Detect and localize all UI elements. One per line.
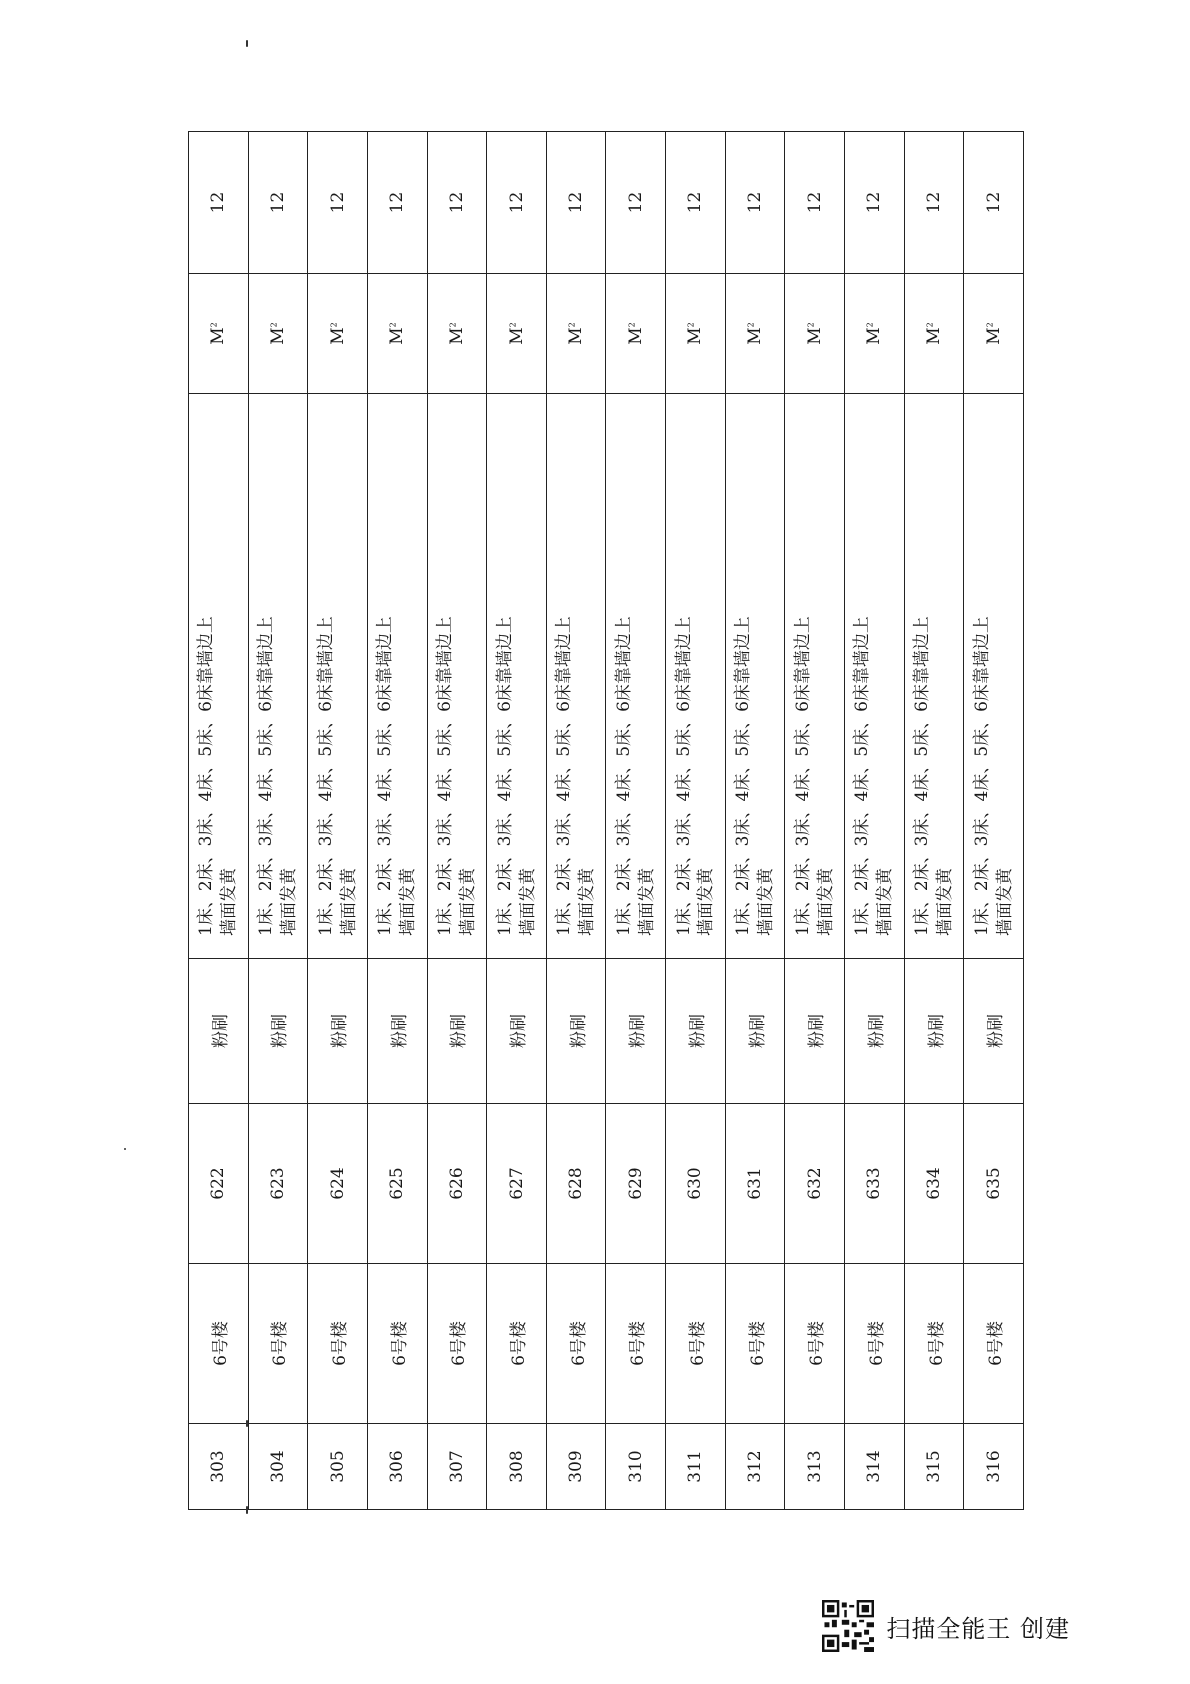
seq-cell: 304	[248, 1424, 308, 1510]
location-text: 1床、2床、3床、4床、5床、6床靠墙边上	[375, 616, 396, 936]
work-cell: 粉刷	[248, 959, 308, 1104]
work-cell: 粉刷	[546, 959, 606, 1104]
work-cell: 粉刷	[845, 959, 905, 1104]
location-cell	[546, 394, 606, 959]
condition-text: 墙面发黄	[577, 868, 598, 936]
location-cell	[367, 394, 427, 959]
condition-text: 墙面发黄	[398, 868, 419, 936]
scan-speck	[246, 40, 248, 47]
unit-cell: $M^2$	[248, 274, 308, 394]
qty-cell: 12	[308, 132, 368, 274]
unit-text: M	[924, 327, 944, 345]
unit-text: M	[685, 327, 706, 345]
work-cell: 粉刷	[487, 959, 547, 1104]
unit-text: M	[864, 327, 885, 345]
unit-text: M	[446, 327, 467, 345]
seq-cell: 315	[904, 1424, 964, 1510]
location-cell	[487, 394, 547, 959]
seq-cell: 309	[546, 1424, 606, 1510]
location-text: 1床、2床、3床、4床、5床、6床靠墙边上	[912, 616, 933, 936]
rotated-table-sheet	[188, 132, 1024, 1510]
repair-table	[188, 131, 1024, 1510]
work-cell: 粉刷	[904, 959, 964, 1104]
unit-text: M	[208, 327, 229, 345]
location-text: 1床、2床、3床、4床、5床、6床靠墙边上	[315, 616, 336, 936]
condition-text: 墙面发黄	[457, 868, 478, 936]
table-row	[964, 132, 1024, 1510]
work-cell: 粉刷	[606, 959, 666, 1104]
location-text: 1床、2床、3床、4床、5床、6床靠墙边上	[613, 616, 634, 936]
unit-cell: $M^2$	[427, 274, 487, 394]
table-row	[606, 132, 666, 1510]
table-row	[248, 132, 308, 1510]
building-cell: 6号楼	[546, 1264, 606, 1424]
table-row	[308, 132, 368, 1510]
location-text: 1床、2床、3床、4床、5床、6床靠墙边上	[494, 616, 515, 936]
qty-cell: 12	[666, 132, 726, 274]
condition-text: 墙面发黄	[219, 868, 240, 936]
unit-cell: $M^2$	[904, 274, 964, 394]
room-cell: 622	[189, 1104, 249, 1264]
building-cell: 6号楼	[964, 1264, 1024, 1424]
room-cell: 627	[487, 1104, 547, 1264]
location-cell	[189, 394, 249, 959]
scan-speck	[246, 1506, 248, 1514]
table-row	[666, 132, 726, 1510]
unit-cell: $M^2$	[189, 274, 249, 394]
seq-cell: 313	[785, 1424, 845, 1510]
building-cell: 6号楼	[666, 1264, 726, 1424]
condition-text: 墙面发黄	[278, 868, 299, 936]
building-cell: 6号楼	[487, 1264, 547, 1424]
building-cell: 6号楼	[845, 1264, 905, 1424]
condition-text: 墙面发黄	[696, 868, 717, 936]
table-row	[785, 132, 845, 1510]
seq-cell: 307	[427, 1424, 487, 1510]
table-row	[546, 132, 606, 1510]
location-text: 1床、2床、3床、4床、5床、6床靠墙边上	[256, 616, 277, 936]
seq-cell: 316	[964, 1424, 1024, 1510]
table-body	[189, 132, 1024, 1510]
unit-text: M	[566, 327, 587, 345]
scanner-watermark	[822, 1600, 1070, 1652]
seq-cell: 314	[845, 1424, 905, 1510]
qty-cell: 12	[904, 132, 964, 274]
work-cell: 粉刷	[427, 959, 487, 1104]
unit-text: M	[387, 327, 408, 345]
location-cell	[248, 394, 308, 959]
condition-text: 墙面发黄	[935, 868, 955, 936]
room-cell: 635	[964, 1104, 1024, 1264]
location-text: 1床、2床、3床、4床、5床、6床靠墙边上	[196, 616, 217, 936]
work-cell: 粉刷	[367, 959, 427, 1104]
room-cell: 632	[785, 1104, 845, 1264]
qty-cell: 12	[487, 132, 547, 274]
condition-text: 墙面发黄	[517, 868, 538, 936]
building-cell: 6号楼	[248, 1264, 308, 1424]
table-row	[189, 132, 249, 1510]
qty-cell: 12	[367, 132, 427, 274]
qty-cell: 12	[427, 132, 487, 274]
unit-text: M	[745, 327, 766, 345]
table-row	[427, 132, 487, 1510]
work-cell: 粉刷	[666, 959, 726, 1104]
qr-code-icon	[822, 1600, 874, 1652]
scan-speck	[124, 1148, 126, 1150]
location-text: 1床、2床、3床、4床、5床、6床靠墙边上	[733, 616, 754, 936]
unit-cell: $M^2$	[725, 274, 785, 394]
location-text: 1床、2床、3床、4床、5床、6床靠墙边上	[554, 616, 575, 936]
unit-cell: $M^2$	[666, 274, 726, 394]
unit-cell: $M^2$	[785, 274, 845, 394]
table-row	[845, 132, 905, 1510]
location-cell	[845, 394, 905, 959]
room-cell: 626	[427, 1104, 487, 1264]
table-row	[487, 132, 547, 1510]
qty-cell: 12	[606, 132, 666, 274]
unit-text: M	[267, 327, 288, 345]
location-text: 1床、2床、3床、4床、5床、6床靠墙边上	[852, 616, 873, 936]
room-cell: 629	[606, 1104, 666, 1264]
work-cell: 粉刷	[964, 959, 1024, 1104]
seq-cell: 311	[666, 1424, 726, 1510]
room-cell: 625	[367, 1104, 427, 1264]
location-text: 1床、2床、3床、4床、5床、6床靠墙边上	[792, 616, 813, 936]
location-cell	[964, 394, 1024, 959]
unit-text: M	[625, 327, 646, 345]
location-cell	[904, 394, 964, 959]
location-cell	[308, 394, 368, 959]
qty-cell: 12	[785, 132, 845, 274]
location-cell	[666, 394, 726, 959]
seq-cell: 310	[606, 1424, 666, 1510]
building-cell: 6号楼	[308, 1264, 368, 1424]
seq-cell: 308	[487, 1424, 547, 1510]
room-cell: 624	[308, 1104, 368, 1264]
location-cell	[606, 394, 666, 959]
unit-text: M	[506, 327, 527, 345]
unit-cell: $M^2$	[367, 274, 427, 394]
qty-cell: 12	[189, 132, 249, 274]
condition-text: 墙面发黄	[875, 868, 896, 936]
seq-cell: 306	[367, 1424, 427, 1510]
seq-cell: 303	[189, 1424, 249, 1510]
building-cell: 6号楼	[367, 1264, 427, 1424]
room-cell: 630	[666, 1104, 726, 1264]
seq-cell: 312	[725, 1424, 785, 1510]
unit-cell: $M^2$	[546, 274, 606, 394]
unit-text: M	[327, 327, 348, 345]
room-cell: 623	[248, 1104, 308, 1264]
table-row	[367, 132, 427, 1510]
unit-text: M	[804, 327, 825, 345]
work-cell: 粉刷	[308, 959, 368, 1104]
unit-text: M	[983, 327, 1004, 345]
room-cell: 628	[546, 1104, 606, 1264]
seq-cell: 305	[308, 1424, 368, 1510]
qty-cell: 12	[725, 132, 785, 274]
work-cell: 粉刷	[785, 959, 845, 1104]
room-cell: 631	[725, 1104, 785, 1264]
table-row	[725, 132, 785, 1510]
unit-cell: $M^2$	[964, 274, 1024, 394]
location-text: 1床、2床、3床、4床、5床、6床靠墙边上	[971, 616, 992, 936]
location-cell	[427, 394, 487, 959]
unit-cell: $M^2$	[308, 274, 368, 394]
room-cell: 633	[845, 1104, 905, 1264]
location-cell	[785, 394, 845, 959]
unit-cell: $M^2$	[606, 274, 666, 394]
building-cell: 6号楼	[904, 1264, 964, 1424]
scan-speck	[246, 1420, 248, 1427]
location-text: 1床、2床、3床、4床、5床、6床靠墙边上	[673, 616, 694, 936]
room-cell: 634	[904, 1104, 964, 1264]
condition-text: 墙面发黄	[636, 868, 657, 936]
building-cell: 6号楼	[606, 1264, 666, 1424]
unit-cell: $M^2$	[845, 274, 905, 394]
qty-cell: 12	[964, 132, 1024, 274]
qty-cell: 12	[546, 132, 606, 274]
condition-text: 墙面发黄	[338, 868, 359, 936]
condition-text: 墙面发黄	[756, 868, 777, 936]
watermark-text: 扫描全能王 创建	[886, 1614, 1070, 1643]
unit-cell: $M^2$	[487, 274, 547, 394]
work-cell: 粉刷	[189, 959, 249, 1104]
condition-text: 墙面发黄	[994, 868, 1015, 936]
location-cell	[725, 394, 785, 959]
location-text: 1床、2床、3床、4床、5床、6床靠墙边上	[434, 616, 455, 936]
building-cell: 6号楼	[427, 1264, 487, 1424]
building-cell: 6号楼	[189, 1264, 249, 1424]
condition-text: 墙面发黄	[815, 868, 836, 936]
building-cell: 6号楼	[785, 1264, 845, 1424]
qty-cell: 12	[248, 132, 308, 274]
building-cell: 6号楼	[725, 1264, 785, 1424]
qty-cell: 12	[845, 132, 905, 274]
work-cell: 粉刷	[725, 959, 785, 1104]
table-row	[904, 132, 964, 1510]
